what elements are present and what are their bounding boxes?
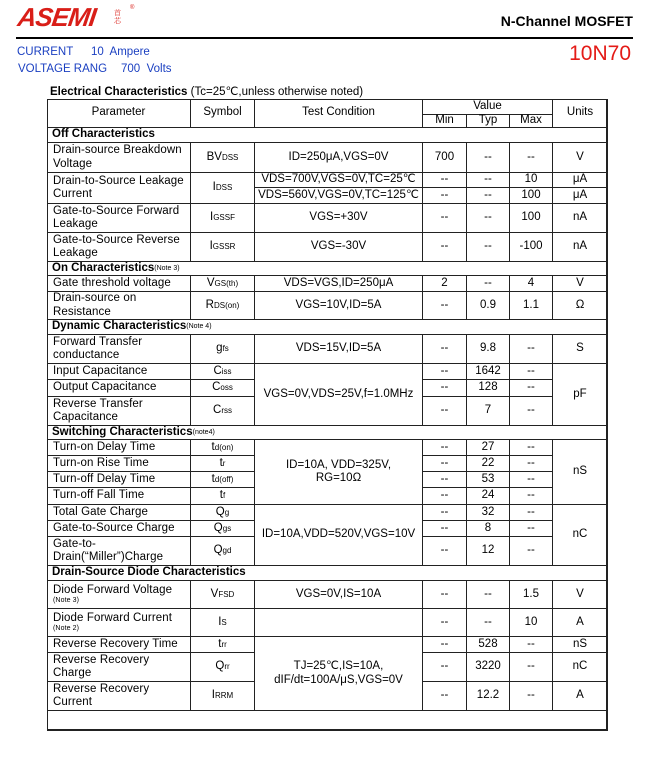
part-number: 10N70	[569, 42, 631, 65]
min-value-cell: --	[423, 488, 467, 505]
section-title: On Characteristics	[52, 261, 155, 274]
typ-value-cell: 12.2	[467, 682, 510, 711]
parameter-label: Reverse Recovery Charge	[53, 653, 150, 679]
parameter-label: Output Capacitance	[53, 381, 157, 394]
parameter-note: (Note 2)	[53, 625, 80, 633]
symbol-subscript: d(on)	[214, 442, 234, 452]
max-value-cell: 1.1	[510, 292, 553, 320]
symbol-cell	[191, 456, 255, 472]
logo-text: ASEMI	[15, 2, 98, 32]
min-value-cell: --	[423, 653, 467, 682]
parameter-cell	[47, 204, 191, 233]
symbol-text: Q	[215, 505, 225, 518]
parameter-cell	[47, 380, 191, 397]
parameter-label: Total Gate Charge	[53, 505, 149, 518]
typ-value-cell: --	[467, 204, 510, 233]
units-cell: V	[553, 143, 608, 173]
symbol-text: Q	[215, 660, 225, 673]
typ-value-cell: --	[467, 609, 510, 637]
symbol-subscript: d(off)	[214, 474, 234, 484]
min-value-cell: 2	[423, 276, 467, 292]
typ-value-cell: 27	[467, 440, 510, 456]
symbol-text: t	[219, 456, 223, 469]
parameter-cell	[47, 637, 191, 653]
symbol-text: I	[209, 240, 213, 253]
symbol-subscript: rss	[221, 406, 232, 416]
header-units: Units	[553, 99, 608, 128]
max-value-cell: 10	[510, 609, 553, 637]
symbol-cell	[191, 505, 255, 521]
min-value-cell: 700	[423, 143, 467, 173]
typ-value-cell: 24	[467, 488, 510, 505]
symbol-text: V	[206, 276, 215, 289]
test-condition-cell: VGS=0V,IS=10A	[255, 581, 423, 609]
parameter-cell	[47, 682, 191, 711]
parameter-cell	[47, 173, 191, 204]
header-typ: Typ	[467, 115, 510, 128]
max-value-cell: --	[510, 505, 553, 521]
symbol-cell	[191, 472, 255, 488]
max-value-cell: 10	[510, 173, 553, 188]
typ-value-cell: 0.9	[467, 292, 510, 320]
symbol-cell	[191, 204, 255, 233]
parameter-cell	[47, 233, 191, 262]
max-value-cell: --	[510, 364, 553, 380]
min-value-cell: --	[423, 472, 467, 488]
units-cell: A	[553, 609, 608, 637]
parameter-cell	[47, 456, 191, 472]
typ-value-cell: 9.8	[467, 335, 510, 364]
test-condition-cell: TJ=25℃,IS=10A, dIF/dt=100A/μS,VGS=0V	[255, 637, 423, 711]
min-value-cell: --	[423, 521, 467, 537]
company-logo	[15, 2, 135, 32]
symbol-subscript: fs	[222, 344, 229, 354]
typ-value-cell: 3220	[467, 653, 510, 682]
parameter-label: Forward Transfer conductance	[53, 335, 143, 361]
section-title: Dynamic Characteristics	[52, 320, 187, 333]
symbol-subscript: gs	[222, 523, 232, 533]
header-parameter: Parameter	[47, 99, 191, 128]
parameter-cell	[47, 440, 191, 456]
max-value-cell: --	[510, 653, 553, 682]
symbol-cell	[191, 537, 255, 566]
test-condition-cell: VGS=0V,VDS=25V,f=1.0MHz	[255, 364, 423, 426]
parameter-label: Reverse Recovery Current	[53, 682, 150, 708]
max-value-cell: --	[510, 335, 553, 364]
units-cell: pF	[553, 364, 608, 426]
min-value-cell: --	[423, 204, 467, 233]
units-cell: S	[553, 335, 608, 364]
symbol-cell	[191, 581, 255, 609]
typ-value-cell: --	[467, 143, 510, 173]
symbol-subscript: RRM	[214, 691, 234, 701]
units-cell: nS	[553, 637, 608, 653]
symbol-subscript: GS(th)	[214, 278, 239, 288]
min-value-cell: --	[423, 581, 467, 609]
parameter-label: Diode Forward Current	[53, 611, 173, 624]
min-value-cell: --	[423, 637, 467, 653]
table-footer-row	[47, 711, 608, 731]
registered-mark: ®	[130, 5, 135, 11]
section-header	[47, 566, 608, 581]
min-value-cell: --	[423, 292, 467, 320]
spec-value: 700 Volts	[121, 63, 172, 75]
symbol-text: Q	[213, 544, 223, 557]
symbol-text: t	[211, 472, 215, 485]
max-value-cell: --	[510, 380, 553, 397]
test-condition-cell: VDS=15V,ID=5A	[255, 335, 423, 364]
parameter-cell	[47, 397, 191, 426]
spec-label: CURRENT	[17, 46, 74, 58]
symbol-subscript: FSD	[218, 589, 235, 599]
symbol-subscript: DSS	[215, 183, 233, 193]
units-cell: μA	[553, 173, 608, 188]
symbol-text: g	[216, 342, 223, 355]
units-cell: nA	[553, 233, 608, 262]
test-condition-cell: VDS=700V,VGS=0V,TC=25℃	[255, 173, 423, 188]
max-value-cell: --	[510, 521, 553, 537]
symbol-text: I	[218, 615, 222, 628]
min-value-cell: --	[423, 380, 467, 397]
section-note: (Note 4)	[186, 323, 212, 331]
max-value-cell: --	[510, 637, 553, 653]
header-max: Max	[510, 115, 553, 128]
test-condition-cell: VDS=VGS,ID=250μA	[255, 276, 423, 292]
max-value-cell: --	[510, 488, 553, 505]
min-value-cell: --	[423, 456, 467, 472]
typ-value-cell: 128	[467, 380, 510, 397]
parameter-label: Gate-to-Source Charge	[53, 521, 175, 534]
typ-value-cell: 8	[467, 521, 510, 537]
symbol-subscript: DSS	[221, 152, 239, 162]
min-value-cell: --	[423, 440, 467, 456]
parameter-cell	[47, 537, 191, 566]
min-value-cell: --	[423, 505, 467, 521]
symbol-text: C	[213, 364, 222, 377]
max-value-cell: --	[510, 537, 553, 566]
symbol-subscript: iss	[221, 366, 232, 376]
symbol-cell	[191, 682, 255, 711]
parameter-label: Turn-off Delay Time	[53, 472, 156, 485]
header-test-condition: Test Condition	[255, 99, 423, 128]
test-condition-cell: VGS=10V,ID=5A	[255, 292, 423, 320]
max-value-cell: --	[510, 397, 553, 426]
max-value-cell: 4	[510, 276, 553, 292]
max-value-cell: 100	[510, 204, 553, 233]
typ-value-cell: --	[467, 581, 510, 609]
symbol-text: R	[205, 298, 214, 311]
symbol-text: I	[210, 211, 214, 224]
parameter-cell	[47, 292, 191, 320]
parameter-label: Input Capacitance	[53, 364, 148, 377]
parameter-label: Reverse Recovery Time	[53, 637, 178, 650]
symbol-text: BV	[206, 150, 222, 163]
symbol-text: C	[212, 381, 221, 394]
parameter-label: Turn-on Delay Time	[53, 440, 156, 453]
symbol-subscript: GSSF	[213, 213, 235, 223]
max-value-cell: 100	[510, 188, 553, 204]
header-divider	[16, 37, 633, 39]
spec-current	[17, 46, 150, 58]
min-value-cell: --	[423, 173, 467, 188]
parameter-cell	[47, 609, 191, 637]
symbol-cell	[191, 233, 255, 262]
test-condition-cell: ID=10A,VDD=520V,VGS=10V	[255, 505, 423, 566]
units-cell: nA	[553, 204, 608, 233]
section-header	[47, 128, 608, 143]
document-type: N-Channel MOSFET	[500, 13, 633, 29]
parameter-cell	[47, 488, 191, 505]
typ-value-cell: 7	[467, 397, 510, 426]
typ-value-cell: --	[467, 233, 510, 262]
parameter-label: Drain-to-Source Leakage Current	[53, 174, 184, 200]
symbol-cell	[191, 521, 255, 537]
symbol-subscript: rr	[224, 662, 230, 672]
symbol-text: t	[211, 440, 215, 453]
typ-value-cell: --	[467, 188, 510, 204]
typ-value-cell: 22	[467, 456, 510, 472]
units-cell: Ω	[553, 292, 608, 320]
table-title	[50, 84, 363, 98]
typ-value-cell: 53	[467, 472, 510, 488]
spec-value: 10 Ampere	[91, 46, 150, 58]
symbol-subscript: DS(on)	[213, 300, 240, 310]
units-cell: μA	[553, 188, 608, 204]
typ-value-cell: 12	[467, 537, 510, 566]
symbol-cell	[191, 397, 255, 426]
parameter-cell	[47, 364, 191, 380]
symbol-text: V	[210, 587, 219, 600]
symbol-text: C	[213, 404, 222, 417]
test-condition-cell: VDS=560V,VGS=0V,TC=125℃	[255, 188, 423, 204]
units-cell: A	[553, 682, 608, 711]
section-note: (note4)	[192, 428, 215, 436]
logo-chinese-text: 首芯	[114, 10, 121, 25]
parameter-label: Gate-to-Source Forward Leakage	[53, 204, 180, 230]
symbol-subscript: gd	[222, 546, 232, 556]
symbol-text: Q	[213, 521, 223, 534]
min-value-cell: --	[423, 537, 467, 566]
typ-value-cell: 1642	[467, 364, 510, 380]
section-title: Switching Characteristics	[52, 425, 193, 438]
parameter-label: Drain-source Breakdown Voltage	[53, 144, 182, 170]
symbol-cell	[191, 637, 255, 653]
parameter-label: Reverse Transfer Capacitance	[53, 397, 143, 423]
section-header	[47, 262, 608, 276]
symbol-cell	[191, 143, 255, 173]
symbol-cell	[191, 335, 255, 364]
parameter-cell	[47, 521, 191, 537]
typ-value-cell: --	[467, 276, 510, 292]
symbol-subscript: S	[221, 617, 227, 627]
section-note: (Note 3)	[154, 264, 180, 272]
symbol-subscript: oss	[220, 383, 233, 393]
parameter-cell	[47, 581, 191, 609]
parameter-label: Gate threshold voltage	[53, 276, 171, 289]
symbol-subscript: GSSR	[212, 242, 236, 252]
units-cell: V	[553, 276, 608, 292]
symbol-subscript: r	[222, 458, 226, 468]
symbol-cell	[191, 653, 255, 682]
symbol-text: I	[212, 181, 216, 194]
header-value: Value	[423, 99, 553, 115]
parameter-label: Diode Forward Voltage	[53, 583, 173, 596]
section-title: Drain-Source Diode Characteristics	[52, 566, 246, 579]
min-value-cell: --	[423, 682, 467, 711]
max-value-cell: --	[510, 682, 553, 711]
parameter-cell	[47, 505, 191, 521]
symbol-cell	[191, 292, 255, 320]
symbol-subscript: f	[222, 491, 226, 501]
min-value-cell: --	[423, 188, 467, 204]
parameter-cell	[47, 472, 191, 488]
symbol-cell	[191, 380, 255, 397]
table-title-bold: Electrical Characteristics	[50, 86, 188, 98]
units-cell: nS	[553, 440, 608, 505]
symbol-subscript: g	[224, 507, 230, 517]
max-value-cell: --	[510, 472, 553, 488]
parameter-note: (Note 3)	[53, 597, 80, 605]
min-value-cell: --	[423, 233, 467, 262]
max-value-cell: --	[510, 456, 553, 472]
min-value-cell: --	[423, 364, 467, 380]
test-condition-cell: ID=250μA,VGS=0V	[255, 143, 423, 173]
units-cell: V	[553, 581, 608, 609]
min-value-cell: --	[423, 397, 467, 426]
parameter-cell	[47, 276, 191, 292]
parameter-label: Turn-on Rise Time	[53, 456, 149, 469]
min-value-cell: --	[423, 609, 467, 637]
header-symbol: Symbol	[191, 99, 255, 128]
parameter-label: Drain-source on Resistance	[53, 292, 137, 318]
symbol-text: t	[218, 637, 222, 650]
test-condition-cell: VGS=-30V	[255, 233, 423, 262]
typ-value-cell: --	[467, 173, 510, 188]
symbol-cell	[191, 173, 255, 204]
test-condition-cell: VGS=+30V	[255, 204, 423, 233]
parameter-cell	[47, 335, 191, 364]
max-value-cell: -100	[510, 233, 553, 262]
units-cell: nC	[553, 505, 608, 566]
symbol-text: I	[211, 689, 215, 702]
parameter-cell	[47, 143, 191, 173]
symbol-cell	[191, 276, 255, 292]
symbol-cell	[191, 609, 255, 637]
section-title: Off Characteristics	[52, 128, 155, 141]
header-min: Min	[423, 115, 467, 128]
max-value-cell: --	[510, 143, 553, 173]
max-value-cell: --	[510, 440, 553, 456]
table-title-note: (Tc=25℃,unless otherwise noted)	[190, 86, 364, 98]
spec-label: VOLTAGE RANG	[18, 63, 108, 75]
parameter-cell	[47, 653, 191, 682]
test-condition-cell: ID=10A, VDD=325V, RG=10Ω	[255, 440, 423, 505]
parameter-label: Gate-to-Source Reverse Leakage	[53, 233, 180, 259]
symbol-subscript: rr	[221, 639, 227, 649]
min-value-cell: --	[423, 335, 467, 364]
typ-value-cell: 528	[467, 637, 510, 653]
max-value-cell: 1.5	[510, 581, 553, 609]
symbol-cell	[191, 488, 255, 505]
symbol-cell	[191, 440, 255, 456]
symbol-cell	[191, 364, 255, 380]
section-header	[47, 426, 608, 440]
symbol-text: t	[219, 489, 223, 502]
spec-voltage	[18, 63, 172, 75]
units-cell: nC	[553, 653, 608, 682]
section-header	[47, 320, 608, 335]
parameter-label: Gate-to-Drain(“Miller”)Charge	[53, 537, 164, 563]
parameter-label: Turn-off Fall Time	[53, 489, 145, 502]
test-condition-cell	[255, 609, 423, 637]
typ-value-cell: 32	[467, 505, 510, 521]
